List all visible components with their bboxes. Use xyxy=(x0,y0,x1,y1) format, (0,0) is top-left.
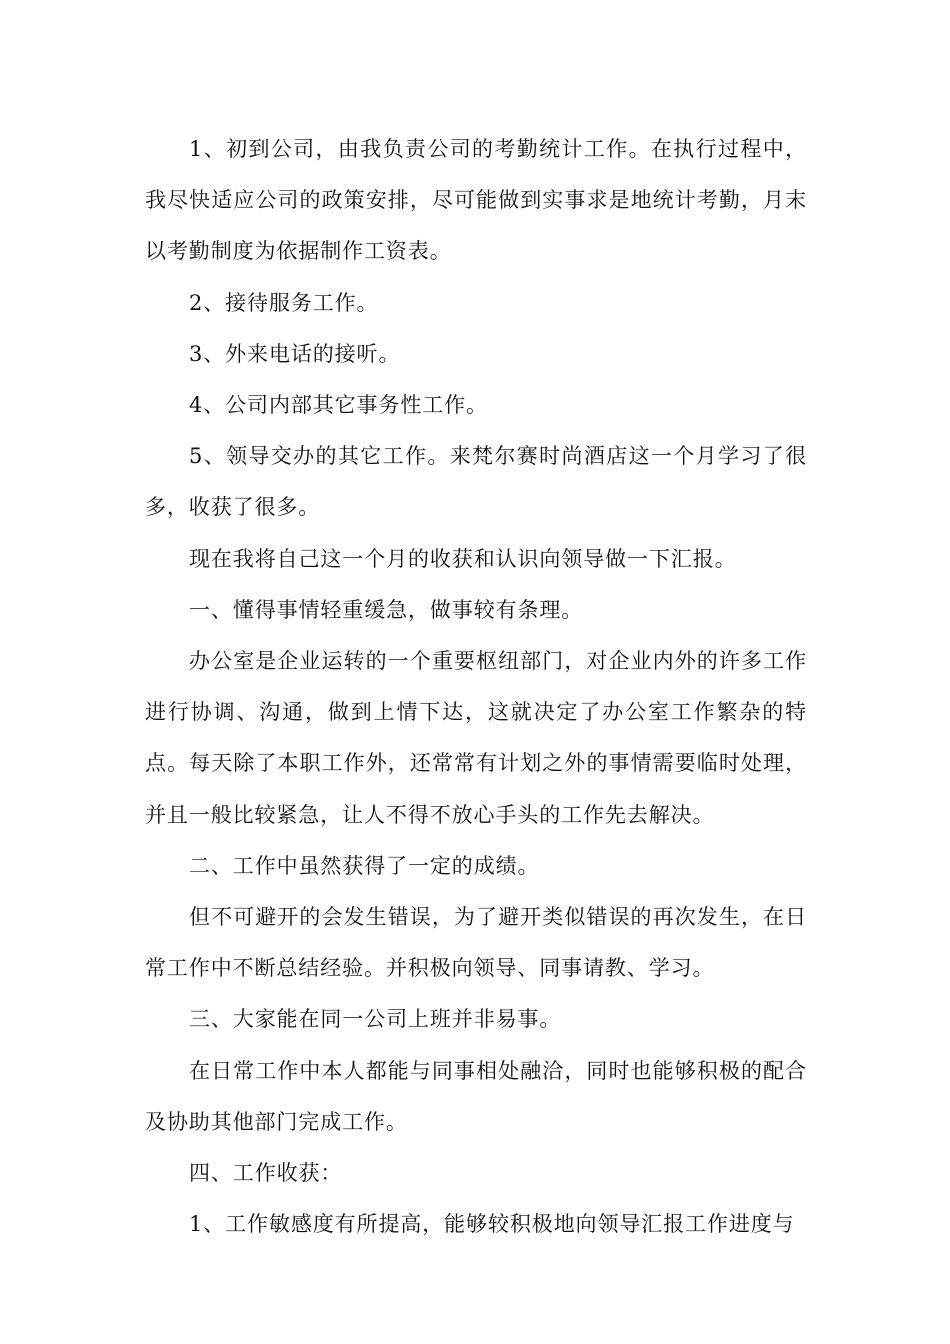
heading-section-four: 四、工作收获： xyxy=(189,1161,343,1186)
paragraph-leader-tasks: 5、领导交办的其它工作。来梵尔赛时尚酒店这一个月学习了很多，收获了很多。 xyxy=(145,444,807,520)
paragraph-phone: 3、外来电话的接听。 xyxy=(189,341,401,366)
heading-section-three: 三、大家能在同一公司上班并非易事。 xyxy=(189,1007,562,1032)
heading-section-two: 二、工作中虽然获得了一定的成绩。 xyxy=(189,853,540,878)
paragraph-gains-one: 1、工作敏感度有所提高，能够较积极地向领导汇报工作进度与 xyxy=(189,1212,795,1237)
paragraph-mistakes: 但不可避开的会发生错误，为了避开类似错误的再次发生，在日常工作中不断总结经验。并积极向领导、同事请教、学习。 xyxy=(145,905,807,981)
paragraph-reception: 2、接待服务工作。 xyxy=(189,290,379,315)
heading-section-one: 一、懂得事情轻重缓急，做事较有条理。 xyxy=(189,597,584,622)
paragraph-office-role: 办公室是企业运转的一个重要枢纽部门，对企业内外的许多工作进行协调、沟通，做到上情下达，这就决定了办公室工作繁杂的特点。每天除了本职工作外，还常常有计划之外的事情需要临时处理，并且一般比较紧急，让人不得不放心手头的工作先去解决。 xyxy=(145,649,807,827)
paragraph-internal-affairs: 4、公司内部其它事务性工作。 xyxy=(189,393,488,418)
paragraph-colleagues: 在日常工作中本人都能与同事相处融洽，同时也能够积极的配合及协助其他部门完成工作。 xyxy=(145,1058,807,1134)
document-body xyxy=(145,124,807,1250)
paragraph-attendance: 1、初到公司，由我负责公司的考勤统计工作。在执行过程中，我尽快适应公司的政策安排，尽可能做到实事求是地统计考勤，月末以考勤制度为依据制作工资表。 xyxy=(145,137,807,264)
paragraph-report-intro: 现在我将自己这一个月的收获和认识向领导做一下汇报。 xyxy=(189,546,737,571)
